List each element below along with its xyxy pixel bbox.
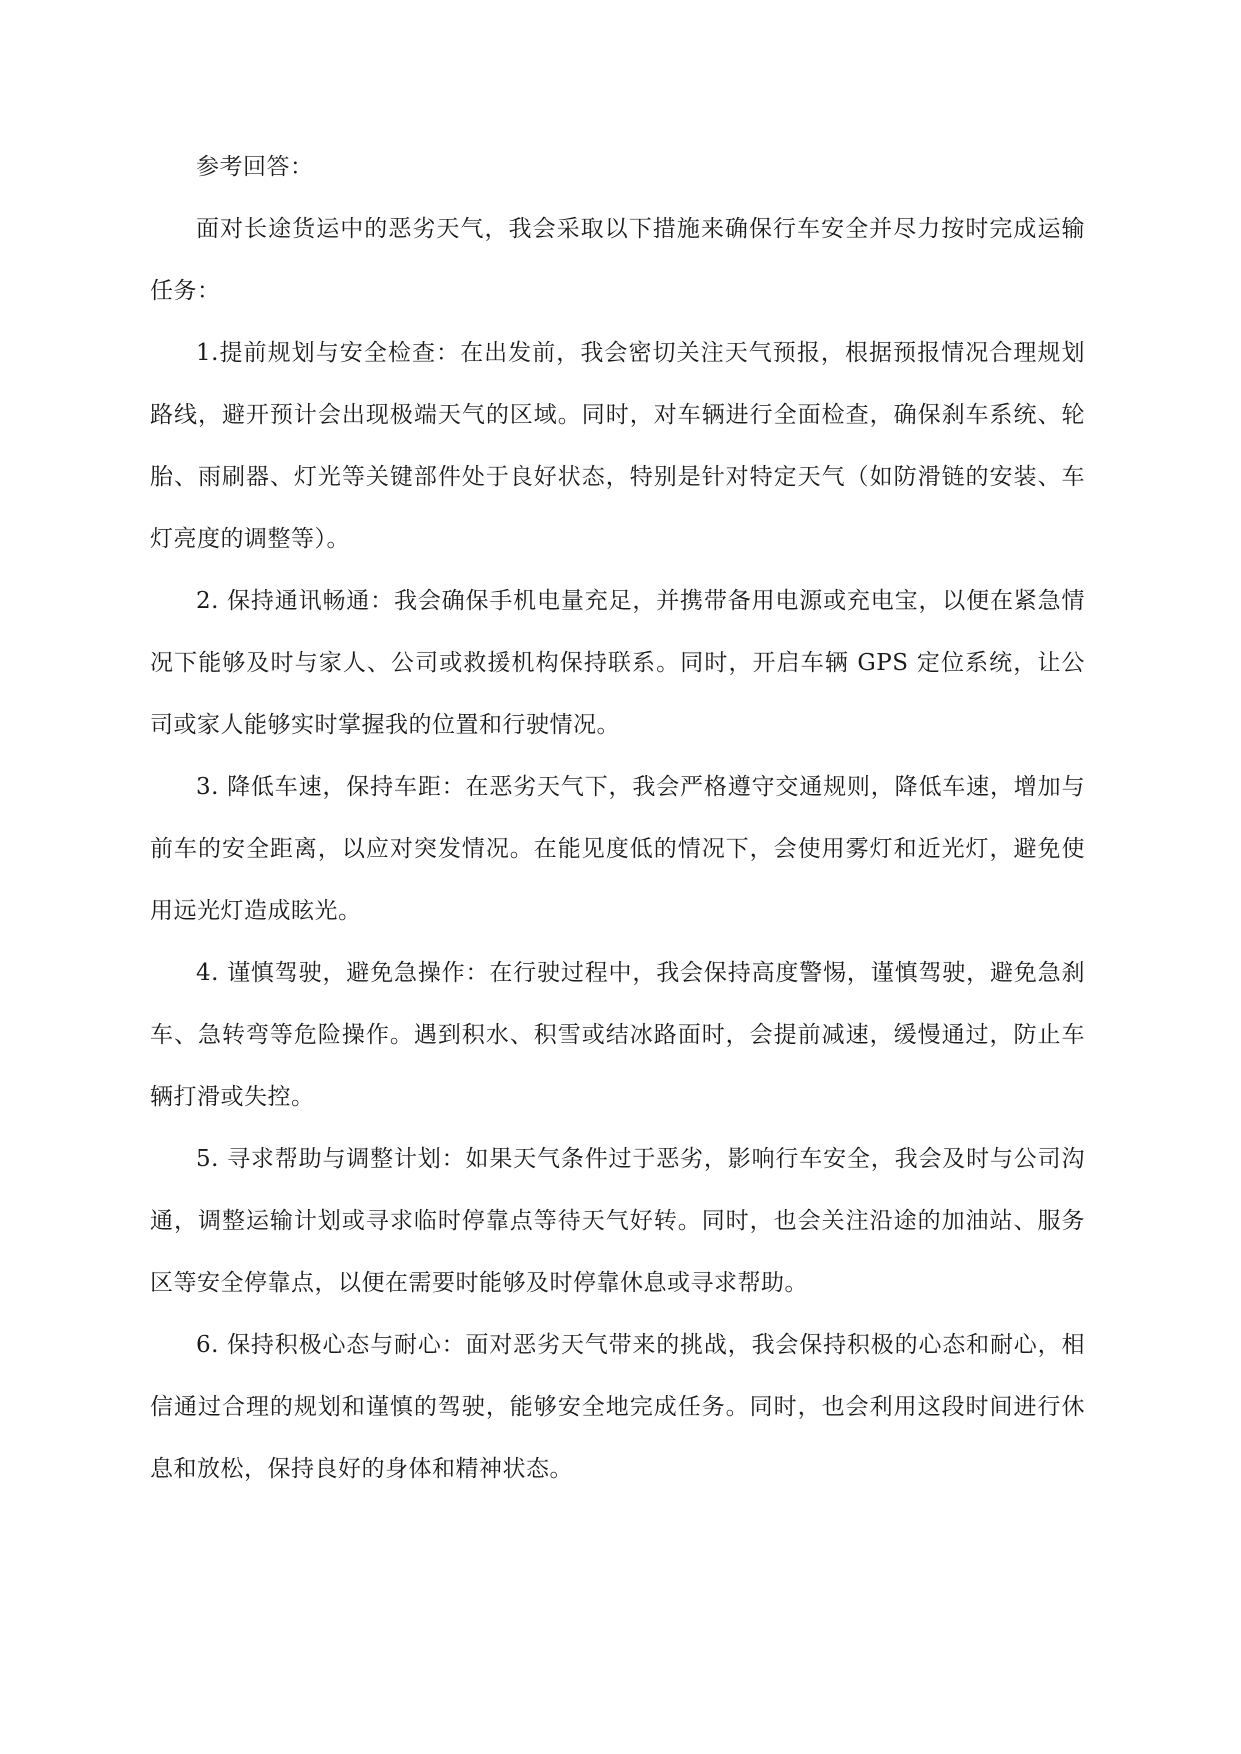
item-paragraph-4: 4. 谨慎驾驶，避免急操作：在行驶过程中，我会保持高度警惕，谨慎驾驶，避免急刹车、急转弯等危险操作。遇到积水、积雪或结冰路面时，会提前减速，缓慢通过，防止车辆打滑或失控。 (150, 960, 1085, 1110)
item-paragraph-2: 2. 保持通讯畅通：我会确保手机电量充足，并携带备用电源或充电宝，以便在紧急情况下能够及时与家人、公司或救援机构保持联系。同时，开启车辆 GPS 定位系统，让公司或家人能够实时掌握我的位置和行驶情况。 (150, 588, 1085, 738)
item-paragraph-6: 6. 保持积极心态与耐心：面对恶劣天气带来的挑战，我会保持积极的心态和耐心，相信通过合理的规划和谨慎的驾驶，能够安全地完成任务。同时，也会利用这段时间进行休息和放松，保持良好的身体和精神状态。 (150, 1332, 1085, 1482)
item-paragraph-3: 3. 降低车速，保持车距：在恶劣天气下，我会严格遵守交通规则，降低车速，增加与前车的安全距离，以应对突发情况。在能见度低的情况下，会使用雾灯和近光灯，避免使用远光灯造成眩光。 (150, 774, 1085, 924)
answer-heading: 参考回答： (196, 154, 314, 180)
item-paragraph-1: 1.提前规划与安全检查：在出发前，我会密切关注天气预报，根据预报情况合理规划路线，避开预计会出现极端天气的区域。同时，对车辆进行全面检查，确保刹车系统、轮胎、雨刷器、灯光等关键部件处于良好状态，特别是针对特定天气（如防滑链的安装、车灯亮度的调整等）。 (150, 340, 1085, 552)
intro-paragraph: 面对长途货运中的恶劣天气，我会采取以下措施来确保行车安全并尽力按时完成运输任务： (150, 216, 1085, 304)
item-paragraph-5: 5. 寻求帮助与调整计划：如果天气条件过于恶劣，影响行车安全，我会及时与公司沟通，调整运输计划或寻求临时停靠点等待天气好转。同时，也会关注沿途的加油站、服务区等安全停靠点，以便在需要时能够及时停靠休息或寻求帮助。 (150, 1146, 1085, 1296)
document-body (150, 136, 1085, 1500)
